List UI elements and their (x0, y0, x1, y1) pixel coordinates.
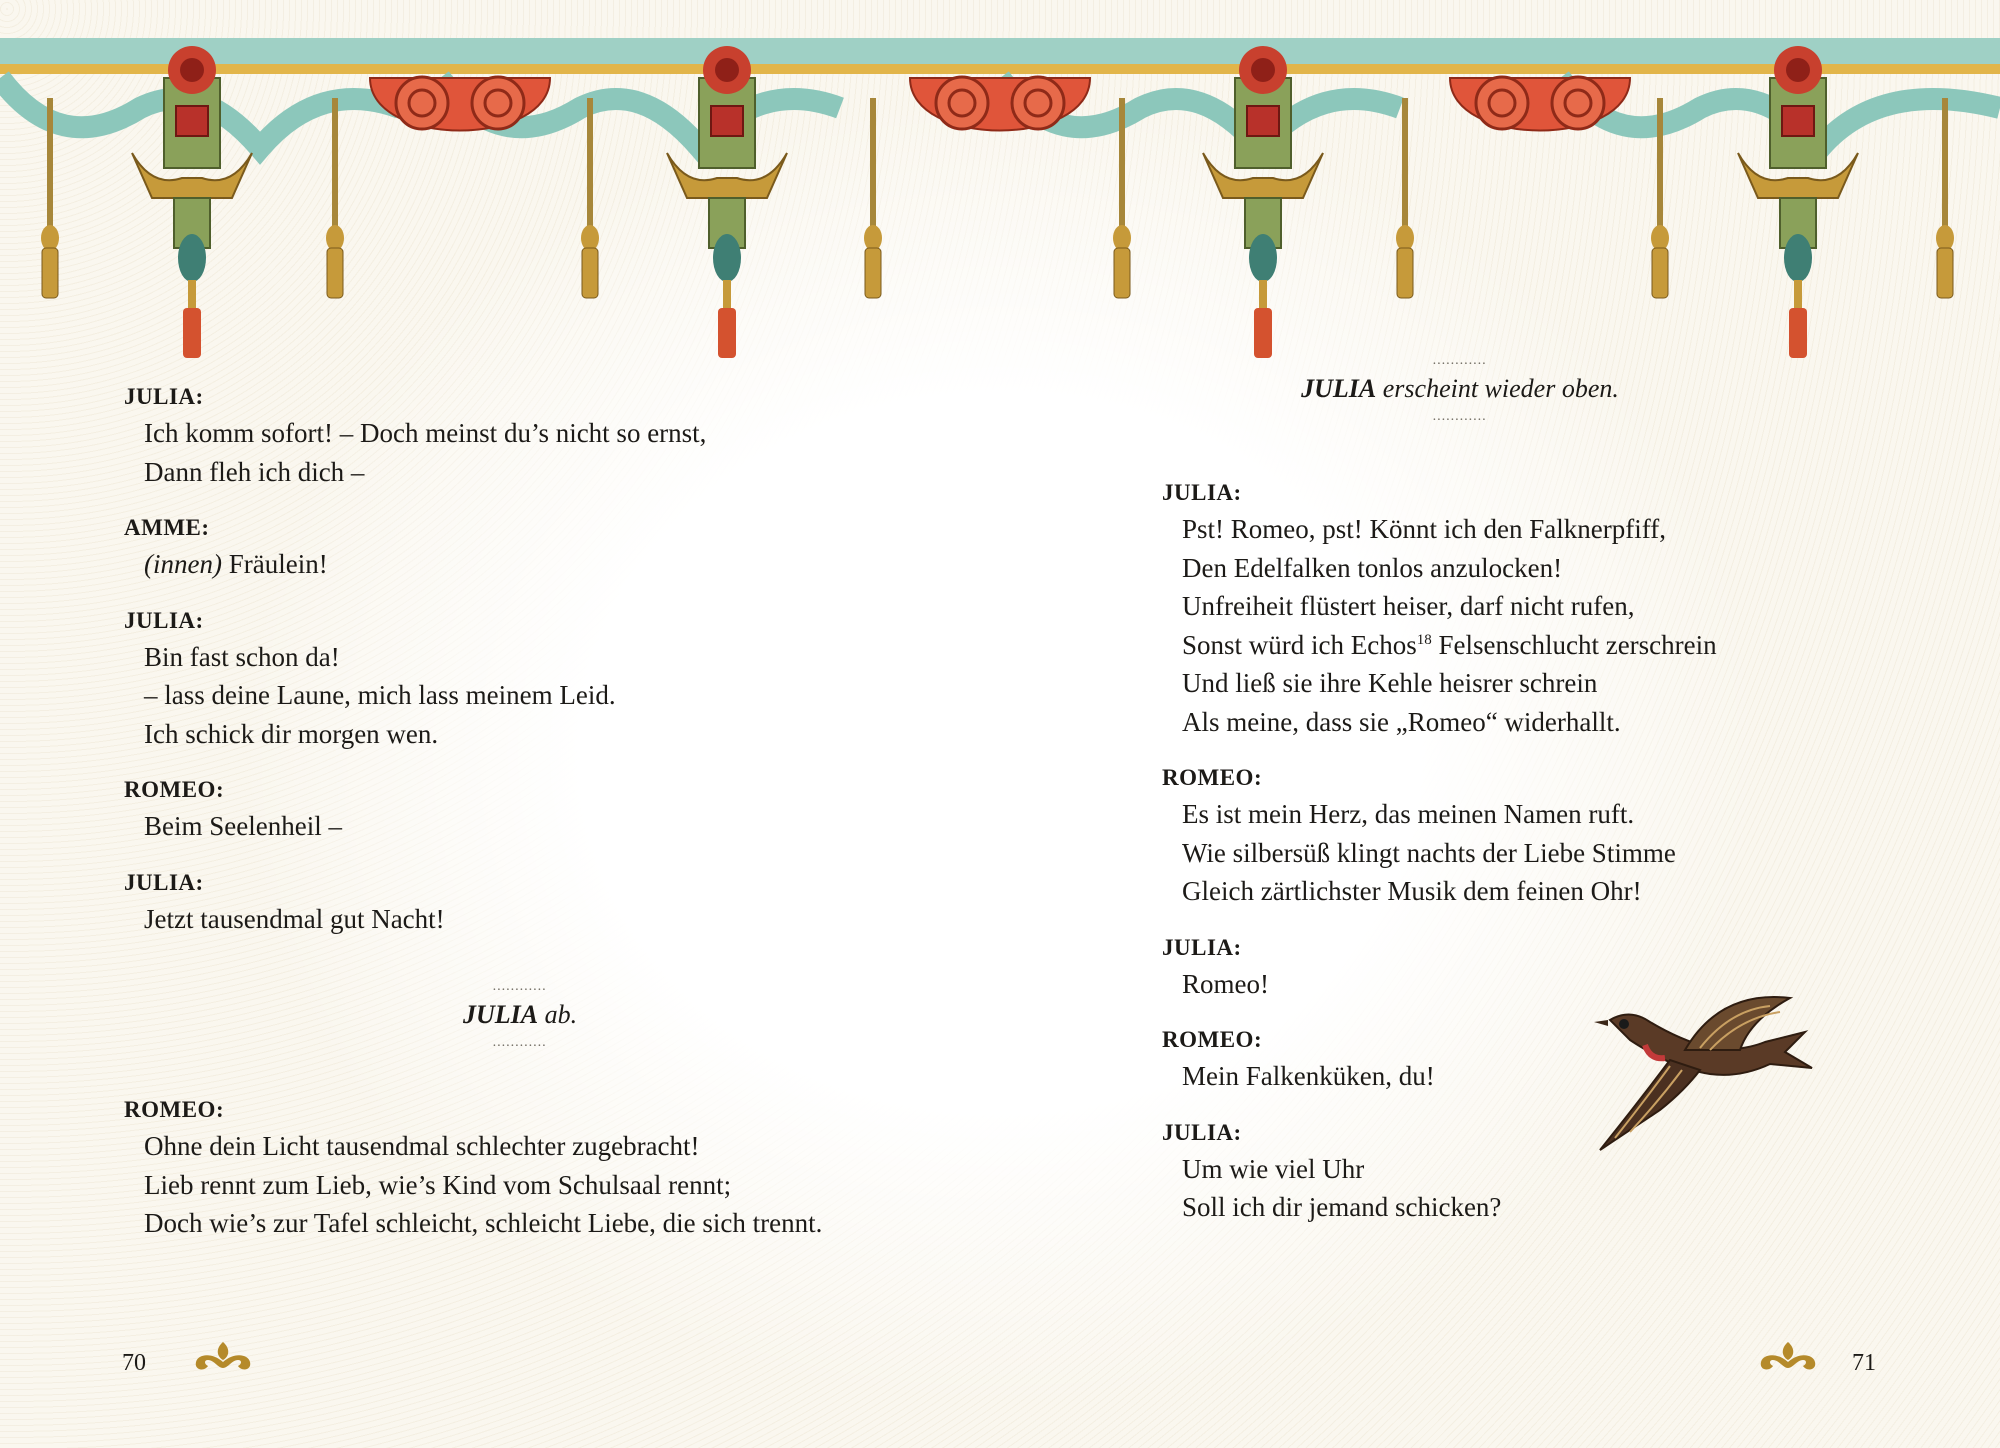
page-number: 70 (122, 1350, 146, 1376)
dialogue-block (1162, 761, 1717, 911)
dotted-rule: ............ (493, 1035, 547, 1050)
right-page (1000, 0, 2000, 1448)
dialogue-line: Und ließ sie ihre Kehle heisrer schrein (1182, 668, 1598, 698)
dialogue-line: Gleich zärtlichster Musik dem feinen Ohr! (1182, 876, 1642, 906)
dialogue-line: Soll ich dir jemand schicken? (1182, 1192, 1502, 1222)
speaker-name: JULIA: (1162, 480, 1242, 505)
dialogue-block (124, 866, 706, 939)
stage-text: ab. (538, 1000, 578, 1029)
dotted-rule: ............ (1433, 409, 1487, 424)
dialogue-line: Als meine, dass sie „Romeo“ widerhallt. (1182, 706, 1621, 737)
script-section (124, 380, 706, 938)
bird-illustration (1590, 990, 1815, 1160)
dialogue-line: Dann fleh ich dich – (144, 456, 365, 487)
dialogue-block (124, 773, 706, 846)
script-section (124, 1093, 822, 1243)
speaker-name: JULIA: (1162, 934, 1242, 960)
dialogue-block (124, 1093, 822, 1243)
dialogue-line: Um wie viel Uhr (1182, 1153, 1365, 1184)
stage-character: JULIA (462, 1000, 539, 1029)
dialogue-line: Ich schick dir morgen wen. (144, 718, 439, 749)
dotted-rule: ............ (1433, 353, 1487, 368)
speaker-name: ROMEO: (1162, 1027, 1263, 1052)
dialogue-block (124, 380, 706, 491)
speaker-name: JULIA: (124, 869, 204, 895)
dialogue-line: Den Edelfalken tonlos anzulocken! (1182, 552, 1563, 583)
dialogue-line: Es ist mein Herz, das meinen Namen ruft. (1182, 799, 1635, 829)
stage-aside: (innen) (144, 549, 222, 579)
dialogue-line: Ich komm sofort! – Doch meinst du’s nicht so ernst, (144, 418, 707, 448)
stage-direction (1300, 352, 1620, 426)
dialogue-line: Unfreiheit flüstert heiser, darf nicht rufen, (1182, 591, 1635, 621)
dialogue-line: Bin fast schon da! (144, 641, 340, 672)
dialogue-line: Jetzt tausendmal gut Nacht! (144, 903, 445, 934)
dialogue-line: (innen) Fräulein! (144, 549, 328, 579)
dialogue-line: Wie silbersüß klingt nachts der Liebe Stimme (1182, 837, 1676, 868)
speaker-name: JULIA: (1162, 1119, 1242, 1145)
dialogue-line: Doch wie’s zur Tafel schleicht, schleicht Liebe, die sich trennt. (144, 1208, 823, 1238)
dialogue-line: Ohne dein Licht tausendmal schlechter zugebracht! (144, 1131, 700, 1161)
dialogue-line: Mein Falkenküken, du! (1182, 1061, 1435, 1091)
dotted-rule: ............ (493, 979, 547, 994)
fleuron-ornament (190, 1338, 256, 1374)
footnote-marker[interactable]: 18 (1416, 631, 1432, 648)
speaker-name: ROMEO: (1162, 765, 1263, 790)
speaker-name: ROMEO: (124, 1097, 225, 1122)
stage-character: JULIA (1301, 374, 1377, 403)
dialogue-line: Lieb rennt zum Lieb, wie’s Kind vom Schulsaal rennt; (144, 1169, 732, 1200)
dialogue-line: – lass deine Laune, mich lass meinem Leid. (144, 680, 616, 710)
stage-text: erscheint wieder oben. (1376, 374, 1619, 403)
dialogue-block (1162, 476, 1717, 741)
dialogue-line: Beim Seelenheil – (144, 811, 342, 841)
page-number: 71 (1852, 1350, 1876, 1376)
speaker-name: ROMEO: (124, 777, 225, 802)
stage-direction (440, 978, 600, 1052)
dialogue-line: Pst! Romeo, pst! Könnt ich den Falknerpfiff, (1182, 514, 1666, 544)
dialogue-line: Romeo! (1182, 968, 1269, 999)
dialogue-block (124, 604, 706, 754)
speaker-name: AMME: (124, 515, 210, 540)
speaker-name: JULIA: (124, 607, 204, 633)
fleuron-ornament (1755, 1338, 1821, 1374)
dialogue-block (124, 511, 706, 584)
speaker-name: JULIA: (124, 384, 204, 409)
dialogue-line: Sonst würd ich Echos$^{18}$ Felsenschlucht zerschrein (1182, 629, 1717, 660)
